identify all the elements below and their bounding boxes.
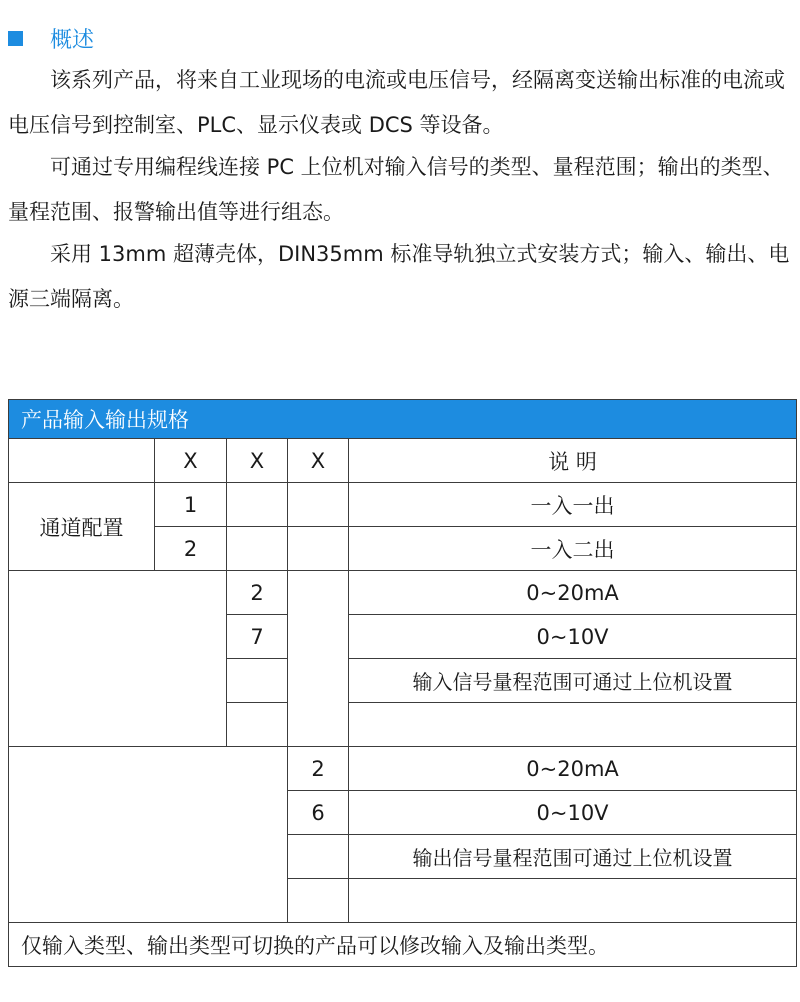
overview-paragraph-1: 该系列产品，将来自工业现场的电流或电压信号，经隔离变送输出标准的电流或电压信号到控制室、PLC、显示仪表或 DCS 等设备。	[8, 68, 785, 137]
input-desc: 输入信号量程范围可通过上位机设置	[349, 659, 797, 703]
table-note: 仅输入类型、输出类型可切换的产品可以修改输入及输出类型。	[9, 923, 797, 967]
header-x1: X	[155, 439, 227, 483]
input-code: 2	[227, 571, 288, 615]
spec-table-title: 产品输入输出规格	[9, 400, 797, 439]
table-row	[9, 571, 797, 615]
header-x2: X	[227, 439, 288, 483]
input-desc: 0~10V	[349, 615, 797, 659]
input-x3-blank	[288, 571, 349, 747]
table-row	[9, 483, 797, 527]
channel-config-label: 通道配置	[9, 483, 155, 571]
channel-desc: 一入一出	[349, 483, 797, 527]
channel-desc: 一入二出	[349, 527, 797, 571]
output-desc: 0~20mA	[349, 747, 797, 791]
output-code	[288, 835, 349, 879]
output-code	[288, 879, 349, 923]
input-code	[227, 659, 288, 703]
table-header-row	[9, 439, 797, 483]
section-title: 概述	[50, 27, 95, 53]
section-heading	[8, 22, 94, 54]
header-empty-cell	[9, 439, 155, 483]
input-blank-cell	[9, 571, 227, 747]
header-x3: X	[288, 439, 349, 483]
output-blank-cell	[9, 747, 288, 923]
overview-paragraph-3: 采用 13mm 超薄壳体，DIN35mm 标准导轨独立式安装方式；输入、输出、电源三端隔离。	[8, 242, 790, 311]
channel-code: 1	[155, 483, 227, 527]
channel-code: 2	[155, 527, 227, 571]
output-desc: 0~10V	[349, 791, 797, 835]
input-desc	[349, 703, 797, 747]
output-code: 6	[288, 791, 349, 835]
spec-table	[8, 399, 797, 967]
output-code: 2	[288, 747, 349, 791]
output-desc	[349, 879, 797, 923]
overview-paragraph-2: 可通过专用编程线连接 PC 上位机对输入信号的类型、量程范围；输出的类型、量程范围、报警输出值等进行组态。	[8, 155, 784, 224]
header-desc: 说 明	[349, 439, 797, 483]
heading-square-icon	[8, 31, 23, 46]
input-desc: 0~20mA	[349, 571, 797, 615]
input-code: 7	[227, 615, 288, 659]
output-desc: 输出信号量程范围可通过上位机设置	[349, 835, 797, 879]
input-code	[227, 703, 288, 747]
table-row	[9, 747, 797, 791]
